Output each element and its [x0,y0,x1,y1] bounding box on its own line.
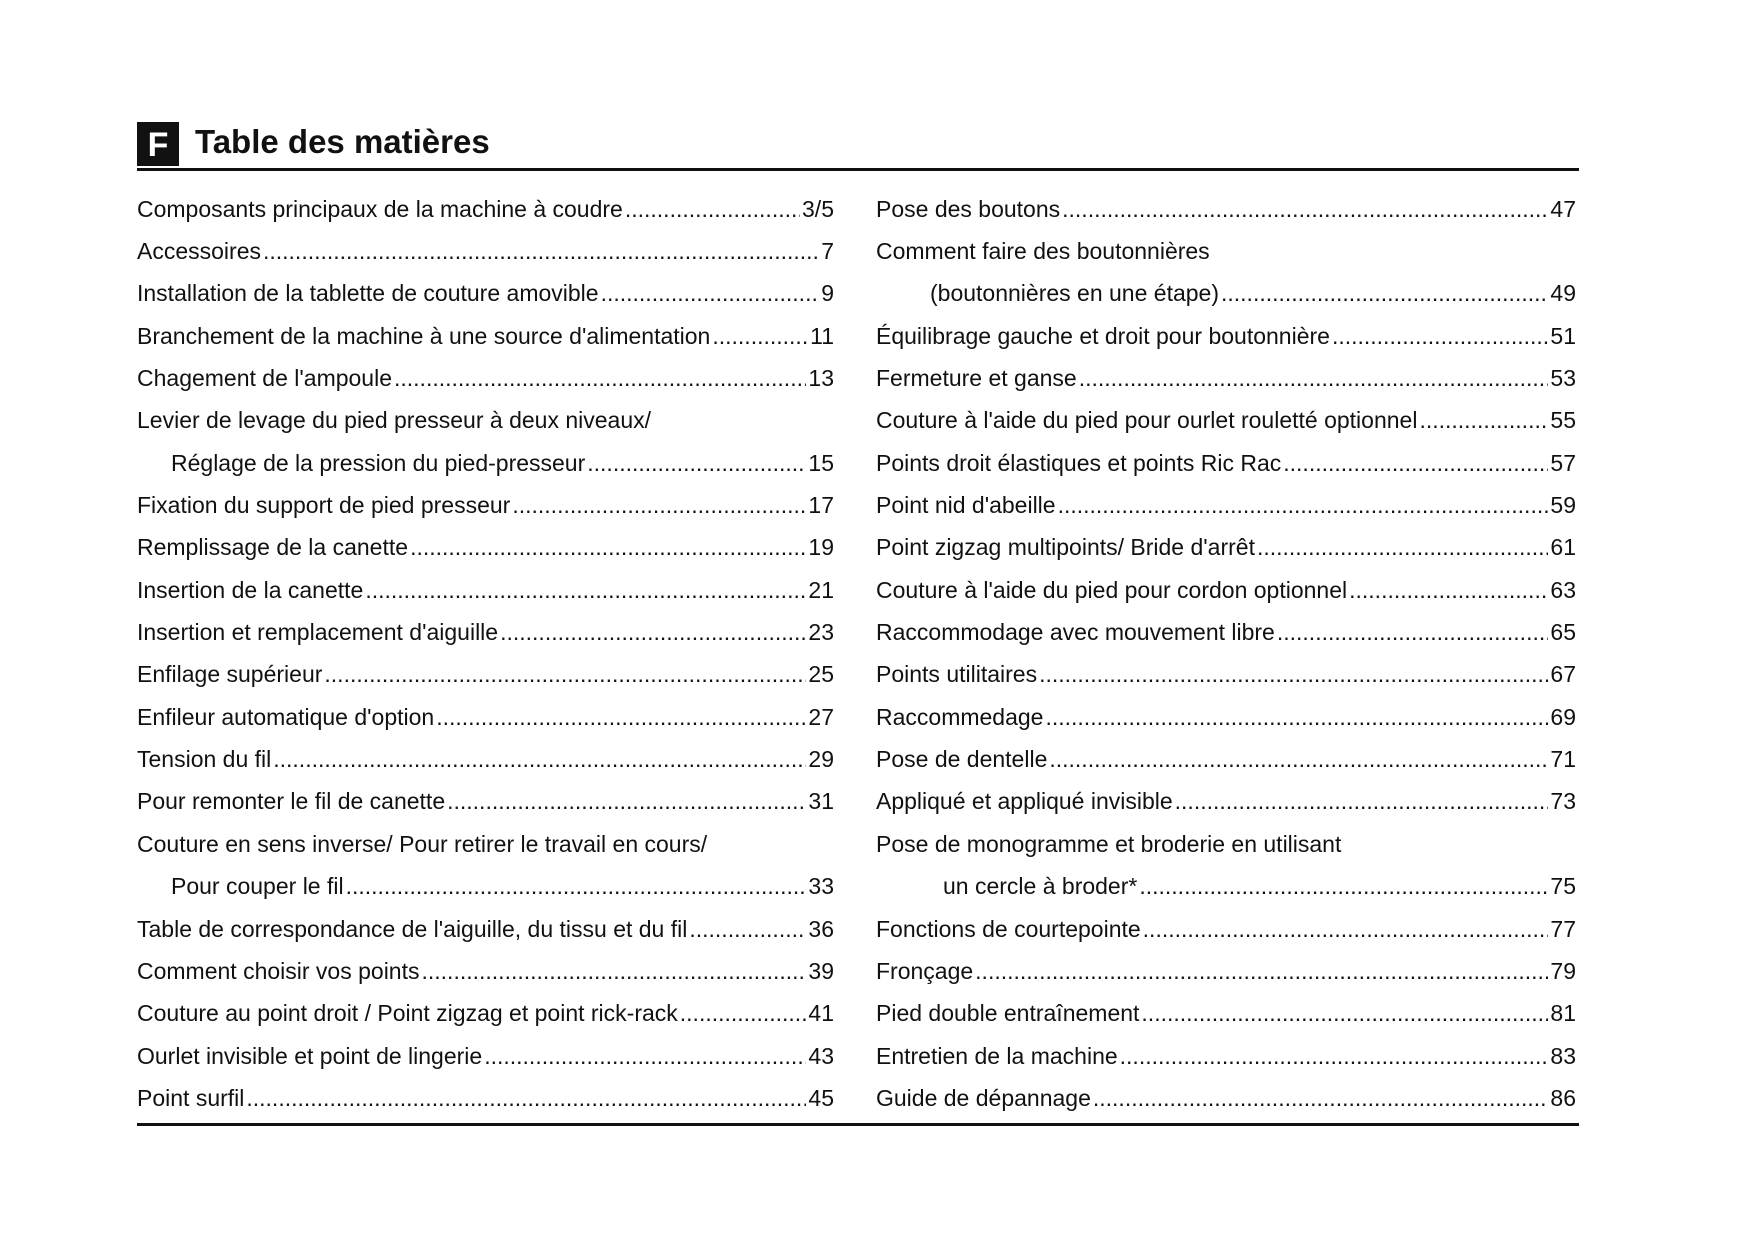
dot-leader [1143,918,1549,941]
toc-entry-page: 33 [808,873,834,900]
toc-header [137,118,1579,171]
dot-leader [1221,282,1548,305]
toc-entry-title: Couture au point droit / Point zigzag et point rick-rack [137,1000,678,1027]
toc-entry-page: 57 [1550,449,1576,476]
dot-leader [625,198,800,221]
dot-leader [975,960,1548,983]
dot-leader [1349,579,1548,602]
toc-entry-page: 53 [1550,365,1576,392]
toc-entry-page: 7 [821,238,834,265]
toc-entry-title: Point zigzag multipoints/ Bride d'arrêt [876,534,1255,561]
toc-entry-page: 81 [1550,1000,1576,1027]
dot-leader [1283,452,1548,475]
toc-entry[interactable] [876,230,1576,272]
toc-entry-title: Pose des boutons [876,195,1061,222]
toc-entry[interactable] [137,273,834,315]
dot-leader [500,621,806,644]
toc-entry[interactable] [137,442,834,484]
toc-entry[interactable] [876,1077,1576,1119]
toc-entry-title: Accessoires [137,238,261,265]
toc-entry[interactable] [876,781,1576,823]
toc-entry-title: Couture en sens inverse/ Pour retirer le travail en cours/ [137,830,708,857]
toc-entry-page: 83 [1550,1042,1576,1069]
toc-entry[interactable] [137,611,834,653]
toc-entry[interactable] [876,950,1576,992]
dot-leader [394,367,806,390]
toc-entry-page: 75 [1550,873,1576,900]
toc-entry-title: Équilibrage gauche et droit pour boutonnière [876,322,1330,349]
toc-right-column [876,188,1576,1120]
dot-leader [512,494,806,517]
toc-entry-page: 51 [1550,322,1576,349]
toc-entry-page: 19 [808,534,834,561]
toc-entry-title: Appliqué et appliqué invisible [876,788,1173,815]
dot-leader [410,536,806,559]
toc-entry-title: Raccommedage [876,703,1044,730]
toc-entry-page: 39 [808,957,834,984]
toc-entry-page: 11 [810,322,834,349]
toc-entry[interactable] [137,738,834,780]
toc-entry-page: 86 [1550,1084,1576,1111]
toc-entry-title: Comment faire des boutonnières [876,238,1210,265]
toc-left-column [137,188,834,1120]
dot-leader [436,706,806,729]
toc-entry[interactable] [137,315,834,357]
dot-leader [365,579,806,602]
dot-leader [1277,621,1549,644]
toc-entry-title: Point nid d'abeille [876,492,1056,519]
dot-leader [1141,1002,1548,1025]
toc-entry[interactable] [876,442,1576,484]
toc-entry-title: Installation de la tablette de couture amovible [137,280,599,307]
page-title: Table des matières [195,123,490,160]
footer-rule [137,1123,1579,1126]
toc-entry-title: Branchement de la machine à une source d'alimentation [137,322,711,349]
toc-entry-title: Fermeture et ganse [876,365,1077,392]
toc-entry[interactable] [876,400,1576,442]
toc-entry-title: Points utilitaires [876,661,1038,688]
toc-entry-page: 23 [808,619,834,646]
toc-entry-title: Raccommodage avec mouvement libre [876,619,1275,646]
toc-entry[interactable] [137,993,834,1035]
dot-leader [1139,875,1548,898]
toc-entry-page: 15 [808,449,834,476]
toc-entry[interactable] [876,696,1576,738]
toc-entry-page: 77 [1550,915,1576,942]
toc-entry-title: Composants principaux de la machine à coudre [137,195,623,222]
toc-entry[interactable] [137,866,834,908]
dot-leader [1419,409,1548,432]
toc-entry[interactable] [876,908,1576,950]
dot-leader [680,1002,807,1025]
toc-entry-title: Remplissage de la canette [137,534,409,561]
toc-entry-page: 41 [808,1000,834,1027]
toc-entry-title: Couture à l'aide du pied pour ourlet rouletté optionnel [876,407,1418,434]
toc-entry-page: 65 [1550,619,1576,646]
toc-entry-page: 71 [1550,746,1576,773]
toc-entry[interactable] [137,1035,834,1077]
dot-leader [1079,367,1549,390]
toc-entry[interactable] [876,993,1576,1035]
toc-entry[interactable] [137,484,834,526]
dot-leader [273,748,806,771]
dot-leader [1039,663,1548,686]
toc-entry-title: Pose de monogramme et broderie en utilisant [876,830,1342,857]
toc-entry-title: Fronçage [876,957,974,984]
toc-entry-page: 25 [808,661,834,688]
toc-entry-title: Fonctions de courtepointe [876,915,1141,942]
toc-entry-title: Pied double entraînement [876,1000,1140,1027]
toc-entry[interactable] [137,950,834,992]
toc-entry-page: 79 [1550,957,1576,984]
toc-entry-title: Insertion et remplacement d'aiguille [137,619,499,646]
toc-entry-page: 61 [1550,534,1576,561]
toc-entry-title: Enfileur automatique d'option [137,703,435,730]
toc-entry-page: 27 [808,703,834,730]
toc-entry[interactable] [137,188,834,230]
toc-entry[interactable] [876,315,1576,357]
toc-entry-page: 21 [808,576,834,603]
toc-entry-title: Entretien de la machine [876,1042,1118,1069]
toc-entry[interactable] [137,908,834,950]
dot-leader [689,918,806,941]
dot-leader [1175,790,1549,813]
toc-entry[interactable] [876,1035,1576,1077]
toc-entry-page: 49 [1550,280,1576,307]
dot-leader [1120,1045,1549,1068]
toc-entry[interactable] [876,866,1576,908]
toc-entry-page: 69 [1550,703,1576,730]
toc-entry-title: Points droit élastiques et points Ric Rac [876,449,1282,476]
toc-entry-title: Réglage de la pression du pied-presseur [171,449,586,476]
toc-entry-page: 55 [1550,407,1576,434]
toc-entry[interactable] [876,188,1576,230]
toc-entry-page: 29 [808,746,834,773]
dot-leader [1045,706,1548,729]
toc-entry[interactable] [137,823,834,865]
toc-entry-title: Pose de dentelle [876,746,1048,773]
toc-entry[interactable] [137,230,834,272]
toc-entry-title: Chagement de l'ampoule [137,365,392,392]
toc-entry[interactable] [137,1077,834,1119]
toc-entry-page: 45 [808,1084,834,1111]
dot-leader [1332,325,1548,348]
dot-leader [422,960,807,983]
dot-leader [1257,536,1548,559]
toc-entry[interactable] [876,357,1576,399]
toc-entry-page: 63 [1550,576,1576,603]
toc-entry[interactable] [876,569,1576,611]
dot-leader [484,1045,806,1068]
dot-leader [1062,198,1548,221]
toc-entry[interactable] [876,738,1576,780]
dot-leader [601,282,820,305]
dot-leader [1093,1087,1549,1110]
toc-entry-page: 47 [1550,195,1576,222]
toc-entry-title: Pour couper le fil [171,873,344,900]
dot-leader [246,1087,806,1110]
toc-entry-title: un cercle à broder* [943,873,1138,900]
toc-entry[interactable] [137,781,834,823]
dot-leader [1058,494,1549,517]
toc-entry-page: 3/5 [802,195,834,222]
toc-entry-title: Ourlet invisible et point de lingerie [137,1042,483,1069]
toc-entry-title: Fixation du support de pied presseur [137,492,511,519]
toc-entry-title: Couture à l'aide du pied pour cordon optionnel [876,576,1348,603]
toc-entry-page: 59 [1550,492,1576,519]
toc-entry-title: (boutonnières en une étape) [930,280,1219,307]
toc-entry[interactable] [876,823,1576,865]
language-badge: F [137,122,179,166]
dot-leader [712,325,808,348]
toc-entry-page: 67 [1550,661,1576,688]
toc-entry[interactable] [137,654,834,696]
dot-leader [587,452,806,475]
toc-entry-page: 17 [808,492,834,519]
toc-entry[interactable] [137,357,834,399]
toc-entry-title: Enfilage supérieur [137,661,323,688]
toc-entry-title: Point surfil [137,1084,245,1111]
toc-entry-title: Tension du fil [137,746,272,773]
toc-entry-title: Insertion de la canette [137,576,364,603]
toc-entry[interactable] [876,611,1576,653]
toc-entry[interactable] [876,273,1576,315]
toc-entry-title: Pour remonter le fil de canette [137,788,446,815]
toc-entry-page: 31 [808,788,834,815]
toc-entry-page: 36 [808,915,834,942]
toc-entry-title: Levier de levage du pied presseur à deux niveaux/ [137,407,652,434]
toc-entry[interactable] [137,527,834,569]
dot-leader [447,790,806,813]
toc-entry[interactable] [137,696,834,738]
dot-leader [1049,748,1548,771]
toc-entry-page: 13 [808,365,834,392]
dot-leader [346,875,807,898]
toc-entry[interactable] [137,569,834,611]
toc-entry-title: Guide de dépannage [876,1084,1091,1111]
toc-entry[interactable] [876,654,1576,696]
toc-entry[interactable] [876,527,1576,569]
dot-leader [324,663,806,686]
toc-entry-title: Table de correspondance de l'aiguille, du tissu et du fil [137,915,688,942]
toc-entry-page: 73 [1550,788,1576,815]
toc-entry-page: 9 [821,280,834,307]
toc-entry[interactable] [876,484,1576,526]
toc-entry-title: Comment choisir vos points [137,957,420,984]
toc-entry-page: 43 [808,1042,834,1069]
dot-leader [263,240,819,263]
toc-entry[interactable] [137,400,834,442]
